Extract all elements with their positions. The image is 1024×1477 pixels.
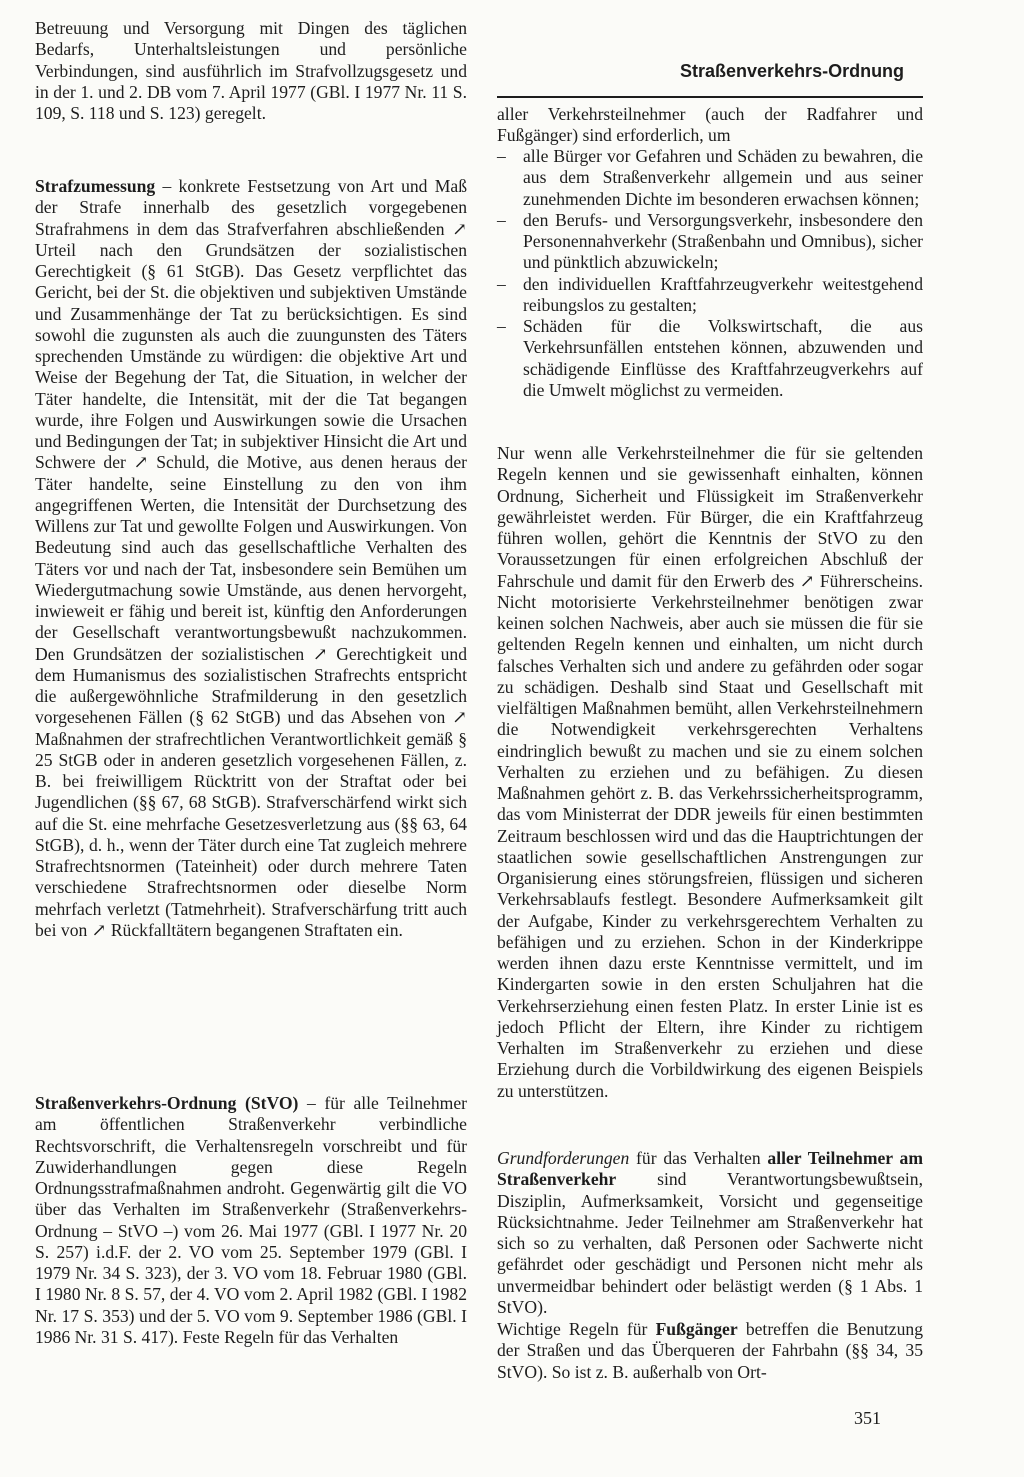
entry-term: Straßenverkehrs-Ordnung (StVO) <box>35 1093 299 1113</box>
entry-text: – für alle Teilnehmer am öffentlichen Straßenverkehr verbindliche Rechtsvorschrift, die Verhaltensregeln vorschreibt und für Zuwiderhandlungen gegen diese Regeln Ordnungsstrafmaßnahmen androht. Gegenwärtig gilt die VO über das Verhalten im Straßenverkehr (Straßenverkehrs-Ordnung – StVO –) vom 26. Mai 1977 (GBl. I 1977 Nr. 20 S. 257) i.d.F. der 2. VO vom 25. September 1979 (GBl. I 1979 Nr. 34 S. 323), der 3. VO vom 18. Februar 1980 (GBl. I 1980 Nr. 8 S. 57, der 4. VO vom 2. April 1982 (GBl. I 1982 Nr. 17 S. 353) und der 5. VO vom 9. September 1986 (GBl. I 1986 Nr. 31 S. 417). Feste Regeln für das Verhalten <box>35 1093 468 1347</box>
main-paragraph: Nur wenn alle Verkehrsteilnehmer die für sie geltenden Regeln kennen und sie gewissenhaft einhalten, können Ordnung, Sicherheit und Flüssigkeit im Straßenverkehr gewährleistet werden. Für Bürger, die ein Kraftfahrzeug führen wollen, gehört die Kenntnis der StVO zu den Voraussetzungen für einen erfolgreichen Abschluß der Fahrschule und damit für den Erwerb des ↗ Führerscheins. Nicht motorisierte Verkehrsteilnehmer benötigen zwar keinen solchen Nachweis, aber auch sie müssen die für sie geltenden Regeln kennen und einhalten, um nicht durch falsches Verhalten sich und andere zu gefährden oder sogar zu schädigen. Deshalb sind Staat und Gesellschaft mit vielfältigen Maßnahmen bemüht, allen Verkehrsteilnehmern die Notwendigkeit verkehrsgerechten Verhaltens eindringlich bewußt zu machen und sie zu einem solchen Verhalten zu erziehen und zu befähigen. Zu diesen Maßnahmen gehört z. B. das Verkehrssicherheitsprogramm, das vom Ministerrat der DDR jeweils für einen bestimmten Zeitraum beschlossen wird und das die Hauptrichtungen der staatlichen sowie gesellschaftlichen Anstrengungen zur Organisierung eines störungsfreien, flüssigen und sicheren Verkehrsablaufs festlegt. Besondere Aufmerksamkeit gilt der Aufgabe, Kinder zu verkehrsgerechtem Verhalten zu befähigen und zu erziehen. Schon in der Kinderkrippe werden ihnen dazu erste Kenntnisse vermittelt, und im Kindergarten sowie in den ersten Schuljahren hat die Verkehrserziehung einen festen Platz. In erster Linie ist es jedoch Pflicht der Eltern, ihre Kinder zu richtigem Verhalten im Straßenverkehr zu erziehen und diese Erziehung durch die Vorbildwirkung des eigenen Beispiels zu unterstützen. <box>497 443 923 1101</box>
page-number: 351 <box>854 1408 881 1428</box>
italic-term: Grundforderungen <box>497 1148 630 1168</box>
header-rule <box>497 96 923 98</box>
entry-strassenverkehrs-ordnung <box>35 1093 467 1348</box>
list-item: – Schäden für die Volkswirtschaft, die aus Verkehrsunfällen entstehen können, abzuwenden und schädigende Einflüsse des Kraftfahrzeugverkehrs auf die Umwelt möglichst zu vermeiden. <box>497 316 923 401</box>
entry-term: Strafzumessung <box>35 176 156 196</box>
bold-term: Fußgänger <box>655 1319 738 1339</box>
text-fragment: sind Verantwortungsbewußtsein, Disziplin, Aufmerksamkeit, Vorsicht und gegenseitige Rücksichtnahme. Jeder Teilnehmer am Straßenverkehr hat sich so zu verhalten, daß Personen oder Sachwerte nicht gefährdet oder geschädigt und Personen nicht mehr als unvermeidbar behindert oder belästigt werden (§ 1 Abs. 1 StVO). <box>497 1169 923 1317</box>
list-item: – alle Bürger vor Gefahren und Schäden zu bewahren, die aus dem Straßenverkehr allgemein und aus seiner zunehmenden Dichte im besonderen erwachsen können; <box>497 146 923 210</box>
running-header-title: Straßenverkehrs-Ordnung <box>680 61 905 81</box>
bullet-list <box>497 146 923 401</box>
grundforderungen-paragraph <box>497 1148 923 1318</box>
continuation-paragraph: Betreuung und Versorgung mit Dingen des täglichen Bedarfs, Unterhaltsleistungen und persönliche Verbindungen, sind ausführlich im Strafvollzugsgesetz und in der 1. und 2. DB vom 7. April 1977 (GBl. I 1977 Nr. 11 S. 109, S. 118 und S. 123) geregelt. <box>35 18 467 123</box>
text-fragment: betreffen die Benutzung der Straßen und das Überqueren der Fahrbahn (§§ 34, 35 StVO). So ist z. B. außerhalb von Ort- <box>497 1319 923 1382</box>
intro-paragraph: aller Verkehrsteilnehmer (auch der Radfahrer und Fußgänger) sind erforderlich, um <box>497 104 923 146</box>
list-item: – den Berufs- und Versorgungsverkehr, insbesondere den Personennahverkehr (Straßenbahn und Omnibus), sicher und pünktlich abzuwickeln; <box>497 210 923 274</box>
entry-strafzumessung <box>35 176 467 941</box>
bold-term: aller Teilnehmer am Straßenverkehr <box>497 1148 924 1190</box>
text-fragment: Wichtige Regeln für <box>497 1319 656 1339</box>
entry-text: – konkrete Festsetzung von Art und Maß der Strafe innerhalb des gesetzlich vorgegebenen Strafrahmens in dem das Strafverfahren abschließenden ↗ Urteil nach den Grundsätzen der sozialistischen Gerechtigkeit (§ 61 StGB). Das Gesetz verpflichtet das Gericht, bei der St. die objektiven und subjektiven Umstände und Zusammenhänge der Tat zu berücksichtigen. Es sind sowohl die zugunsten als auch die zuungunsten des Täters sprechenden Umstände zu würdigen: die objektive Art und Weise der Begehung der Tat, die Situation, in welcher der Täter handelte, die Intensität, mit der die Tat begangen wurde, ihre Folgen und Auswirkungen sowie die Ursachen und Bedingungen der Tat; in subjektiver Hinsicht die Art und Schwere der ↗ Schuld, die Motive, aus denen heraus der Täter handelte, seine Einstellung zu den von ihm angegriffenen Werten, die Intensität der Durchsetzung des Willens zur Tat und gewollte Folgen und Auswirkungen. Von Bedeutung sind auch das gesellschaftliche Verhalten des Täters vor und nach der Tat, insbesondere sein Bemühen um Wiedergutmachung sowie Umstände, aus denen hervorgeht, inwieweit er fähig und bereit ist, künftig den Anforderungen der Gesellschaft verantwortungsbewußt nachzukommen. Den Grundsätzen der sozialistischen ↗ Gerechtigkeit und dem Humanismus des sozialistischen Strafrechts entspricht die außergewöhnliche Strafmilderung in den gesetzlich vorgesehenen Fällen (§ 62 StGB) und das Absehen von ↗ Maßnahmen der strafrechtlichen Verantwortlichkeit gemäß § 25 StGB oder in anderen gesetzlich vorgesehenen Fällen, z. B. bei freiwilligem Rücktritt von der Straftat oder bei Jugendlichen (§§ 67, 68 StGB). Strafverschärfend wirkt sich auf die St. eine mehrfache Gesetzesverletzung aus (§§ 63, 64 StGB), d. h., wenn der Täter durch eine Tat zugleich mehrere Strafrechtsnormen (Tateinheit) oder durch mehrere Taten verschiedene Strafrechtsnormen oder dieselbe Norm mehrfach verletzt (Tatmehrheit). Strafverschärfung tritt auch bei von ↗ Rückfalltätern begangenen Straftaten ein. <box>35 176 467 940</box>
list-item: – den individuellen Kraftfahrzeugverkehr weitestgehend reibungslos zu gestalten; <box>497 274 923 317</box>
text-fragment: für das Verhalten <box>629 1148 768 1168</box>
fussgaenger-paragraph <box>497 1319 923 1383</box>
